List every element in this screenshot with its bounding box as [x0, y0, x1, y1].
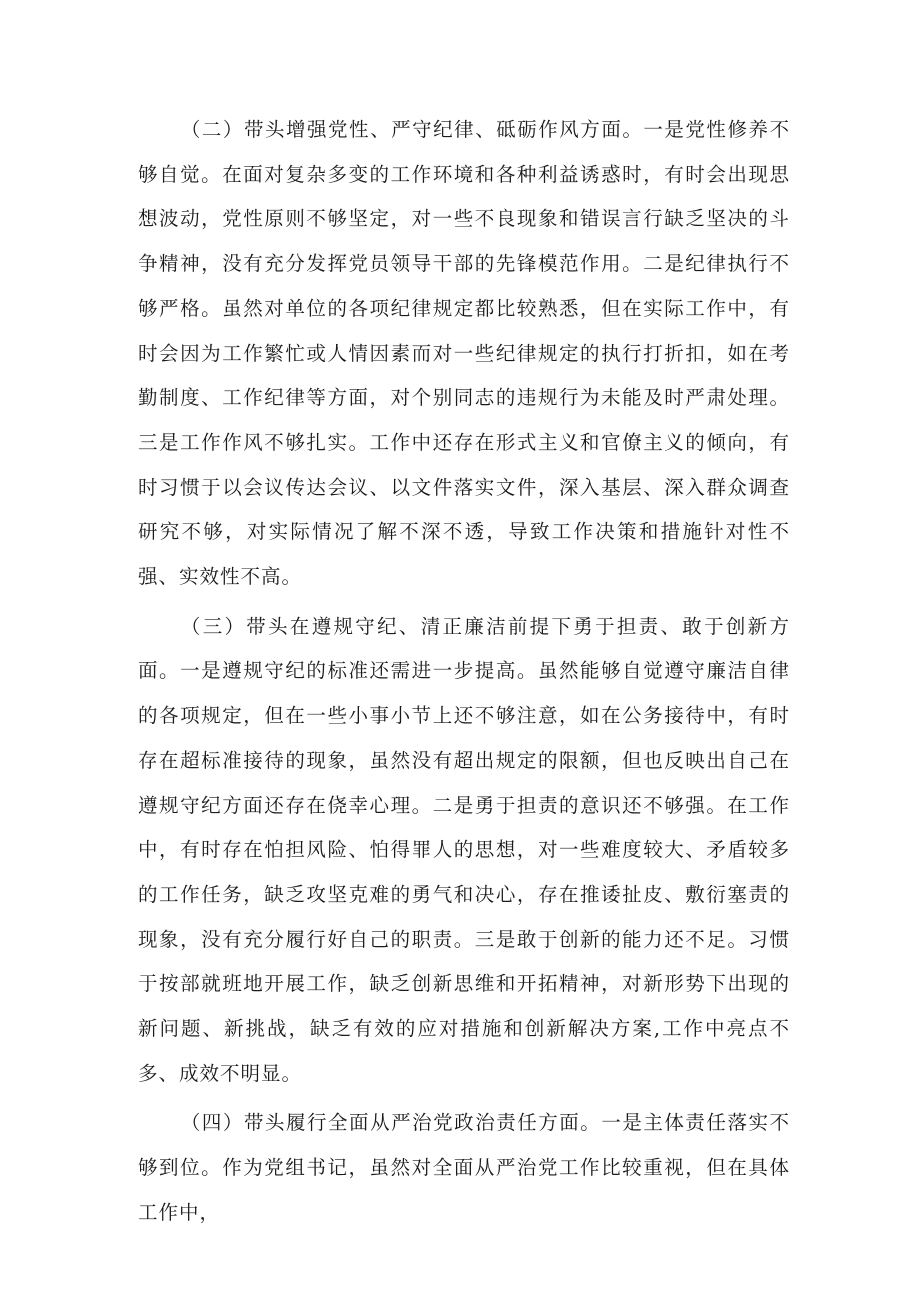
document-body — [138, 108, 790, 1236]
paragraph-2: （二）带头增强党性、严守纪律、砥砺作风方面。一是党性修养不够自觉。在面对复杂多变的工作环境和各种利益诱惑时，有时会出现思想波动，党性原则不够坚定，对一些不良现象和错误言行缺乏坚决的斗争精神，没有充分发挥党员领导干部的先锋模范作用。二是纪律执行不够严格。虽然对单位的各项纪律规定都比较熟悉，但在实际工作中，有时会因为工作繁忙或人情因素而对一些纪律规定的执行打折扣，如在考勤制度、工作纪律等方面，对个别同志的违规行为未能及时严肃处理。三是工作作风不够扎实。工作中还存在形式主义和官僚主义的倾向，有时习惯于以会议传达会议、以文件落实文件，深入基层、深入群众调查研究不够，对实际情况了解不深不透，导致工作决策和措施针对性不强、实效性不高。 — [138, 118, 790, 589]
paragraph-4: （四）带头履行全面从严治党政治责任方面。一是主体责任落实不够到位。作为党组书记，虽然对全面从严治党工作比较重视，但在具体工作中， — [138, 1111, 790, 1224]
paragraph-3: （三）带头在遵规守纪、清正廉洁前提下勇于担责、敢于创新方面。一是遵规守纪的标准还需进一步提高。虽然能够自觉遵守廉洁自律的各项规定，但在一些小事小节上还不够注意，如在公务接待中，有时存在超标准接待的现象，虽然没有超出规定的限额，但也反映出自己在遵规守纪方面还存在侥幸心理。二是勇于担责的意识还不够强。在工作中，有时存在怕担风险、怕得罪人的思想，对一些难度较大、矛盾较多的工作任务，缺乏攻坚克难的勇气和决心，存在推诿扯皮、敷衍塞责的现象，没有充分履行好自己的职责。三是敢于创新的能力还不足。习惯于按部就班地开展工作，缺乏创新思维和开拓精神，对新形势下出现的新问题、新挑战，缺乏有效的应对措施和创新解决方案,工作中亮点不多、成效不明显。 — [138, 614, 790, 1085]
